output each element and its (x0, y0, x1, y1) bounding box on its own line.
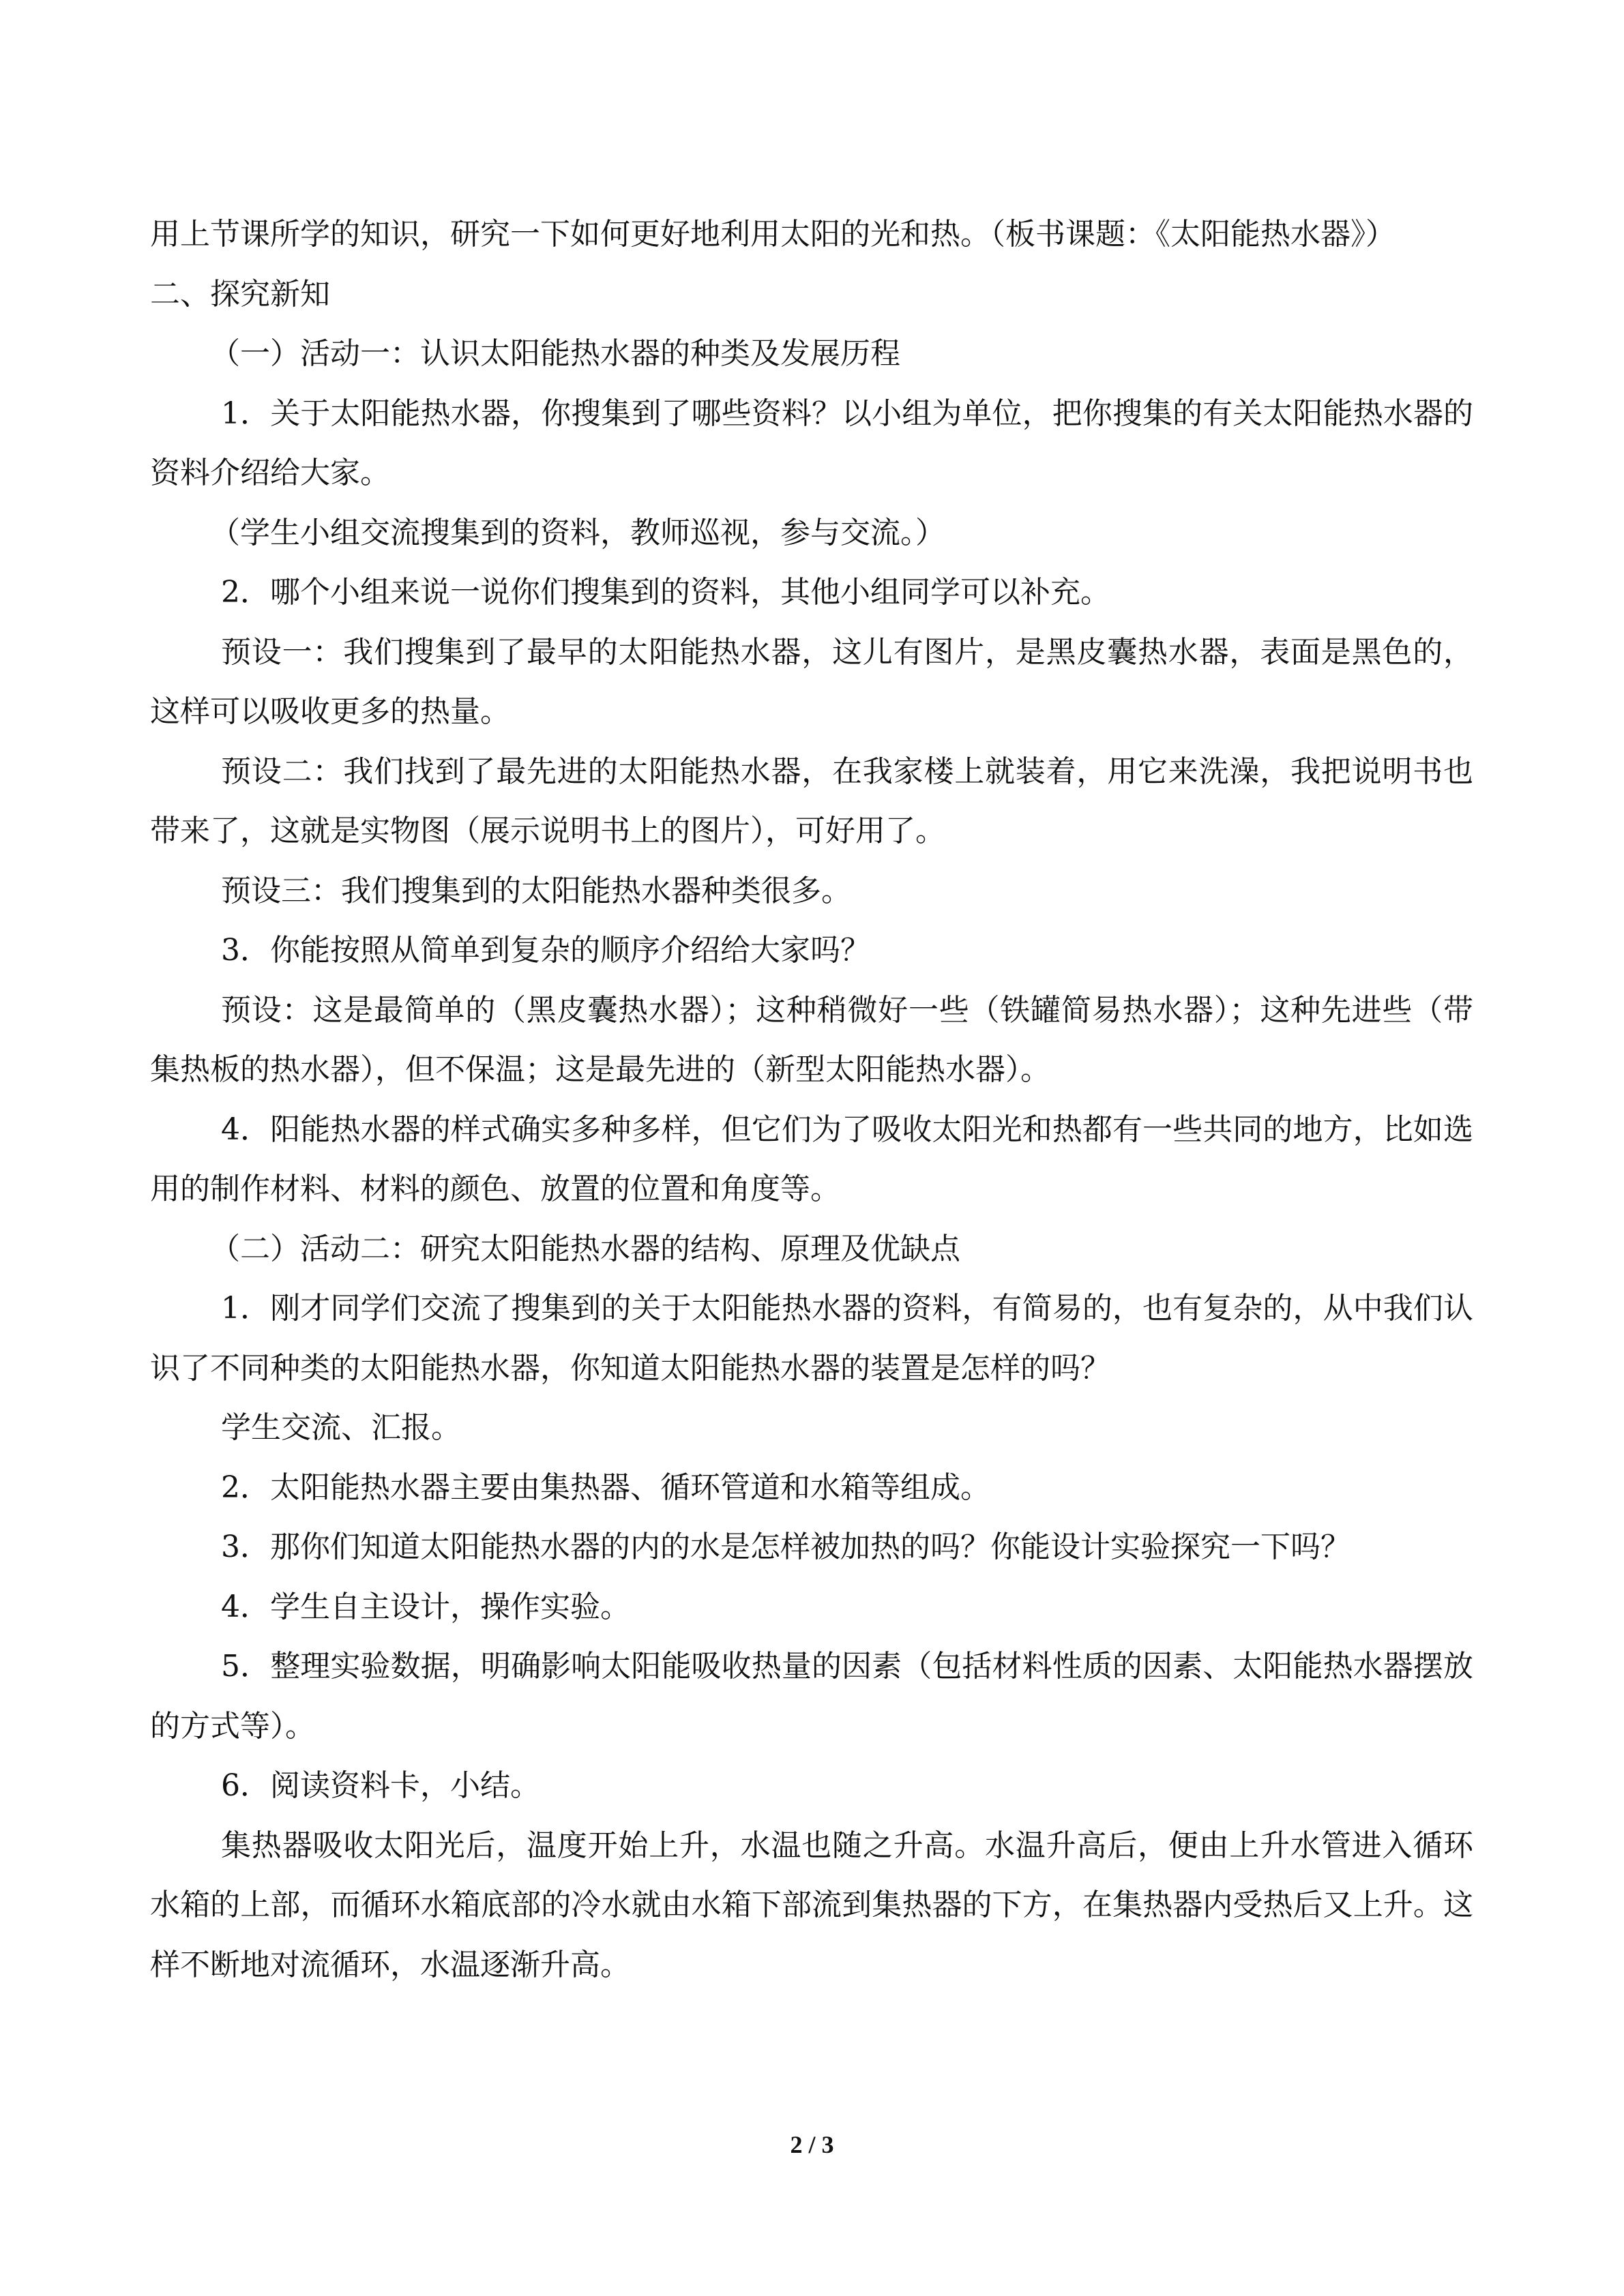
paragraph: 二、探究新知 (150, 276, 330, 312)
paragraph: （二）活动二：研究太阳能热水器的结构、原理及优缺点 (210, 1231, 960, 1266)
paragraph: 4．阳能热水器的样式确实多种多样，但它们为了吸收太阳光和热都有一些共同的地方，比如选用的制作材料、材料的颜色、放置的位置和角度等。 (150, 1112, 1473, 1206)
paragraph: 学生交流、汇报。 (221, 1410, 461, 1445)
paragraph: 3．你能按照从简单到复杂的顺序介绍给大家吗？ (221, 933, 870, 968)
paragraph: 2．哪个小组来说一说你们搜集到的资料，其他小组同学可以补充。 (221, 575, 1110, 610)
paragraph: （学生小组交流搜集到的资料，教师巡视，参与交流。） (210, 515, 945, 550)
paragraph: 4．学生自主设计，操作实验。 (221, 1589, 630, 1624)
paragraph: （一）活动一：认识太阳能热水器的种类及发展历程 (210, 336, 900, 371)
page-number: 2 / 3 (790, 2131, 834, 2158)
paragraph: 1．刚才同学们交流了搜集到的关于太阳能热水器的资料，有简易的，也有复杂的，从中我们认识了不同种类的太阳能热水器，你知道太阳能热水器的装置是怎样的吗？ (150, 1291, 1473, 1386)
paragraph: 集热器吸收太阳光后，温度开始上升，水温也随之升高。水温升高后，便由上升水管进入循环水箱的上部，而循环水箱底部的冷水就由水箱下部流到集热器的下方，在集热器内受热后又上升。这样不断地对流循环，水温逐渐升高。 (150, 1828, 1473, 1982)
paragraph: 3．那你们知道太阳能热水器的内的水是怎样被加热的吗？你能设计实验探究一下吗？ (221, 1530, 1350, 1564)
paragraph: 用上节课所学的知识，研究一下如何更好地利用太阳的光和热。（板书课题：《太阳能热水器》） (150, 217, 1396, 252)
paragraph: 5．整理实验数据，明确影响太阳能吸收热量的因素（包括材料性质的因素、太阳能热水器摆放的方式等）。 (150, 1649, 1473, 1744)
paragraph: 1．关于太阳能热水器，你搜集到了哪些资料？以小组为单位，把你搜集的有关太阳能热水器的资料介绍给大家。 (150, 396, 1473, 490)
paragraph: 2．太阳能热水器主要由集热器、循环管道和水箱等组成。 (221, 1470, 990, 1505)
paragraph: 预设二：我们找到了最先进的太阳能热水器，在我家楼上就装着，用它来洗澡，我把说明书也带来了，这就是实物图（展示说明书上的图片），可好用了。 (150, 754, 1473, 848)
document-body (150, 205, 1473, 1995)
paragraph: 预设三：我们搜集到的太阳能热水器种类很多。 (221, 873, 851, 908)
paragraph: 6．阅读资料卡，小结。 (221, 1768, 540, 1803)
paragraph: 预设：这是最简单的（黑皮囊热水器）；这种稍微好一些（铁罐简易热水器）；这种先进些（带集热板的热水器），但不保温；这是最先进的（新型太阳能热水器）。 (150, 992, 1473, 1087)
paragraph: 预设一：我们搜集到了最早的太阳能热水器，这儿有图片，是黑皮囊热水器，表面是黑色的，这样可以吸收更多的热量。 (150, 634, 1473, 729)
